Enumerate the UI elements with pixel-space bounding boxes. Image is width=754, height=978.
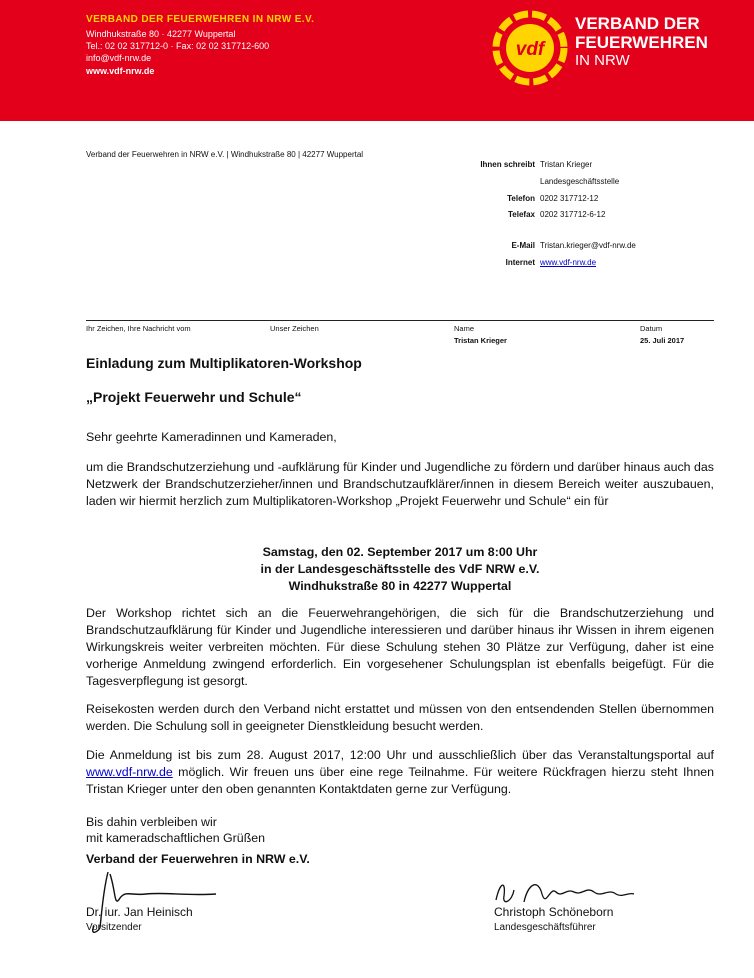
closing-line2: mit kameradschaftlichen Grüßen (86, 831, 266, 845)
contact-internet-label: Internet (505, 258, 535, 267)
event-line-location: in der Landesgeschäftsstelle des VdF NRW e.V. (260, 562, 540, 576)
letter-title: Einladung zum Multiplikatoren-Workshop (86, 355, 362, 371)
logo-mark: vdf (515, 39, 545, 60)
paragraph-costs: Reisekosten werden durch den Verband nicht erstattet und müssen von den entsendenden Stellen übernommen werden. Die Schulung soll in geeigneter Dienstkleidung besucht werden. (86, 702, 714, 733)
signer1-name: Dr. iur. Jan Heinisch (86, 905, 193, 919)
header-web[interactable]: www.vdf-nrw.de (86, 66, 155, 76)
signer2-role: Landesgeschäftsführer (494, 922, 596, 933)
paragraph-intro: um die Brandschutzerziehung und -aufklärung für Kinder und Jugendliche zu fördern und darüber hinaus auch das Netzwerk der Brandschutzerzieher/innen und Brandschutzaufklärer/innen in diesem Bereich weiter auszubauen, laden wir hiermit herzlich zum Multiplikatoren-Workshop „Projekt Feuerwehr und Schule“ ein für (86, 460, 714, 508)
paragraph-details: Der Workshop richtet sich an die Feuerwehrangehörigen, die sich für die Brandschutzerziehung und Brandschutzaufklärung für Kinder und Jugendliche interessieren und darüber hinaus ihr Wissen in ihrem eigenen Wirkungskreis weiter verbreiten möchten. Für diese Schulung stehen 30 Plätze zur Verfügung, daher ist eine vorherige Anmeldung zwingend erforderlich. Ein vorgesehener Schulungsplan ist ebenfalls beigefügt. Für die Tagesverpflegung ist gesorgt. (86, 606, 714, 688)
registration-text-post: möglich. Wir freuen uns über eine rege Teilnahme. Für weitere Rückfragen hierzu steht Ihnen Tristan Krieger unter den oben genannten Kontaktdaten gerne zur Verfügung. (86, 765, 714, 796)
ref-our-label: Unser Zeichen (270, 324, 319, 333)
vdf-logo-icon (492, 10, 568, 86)
signer2-name: Christoph Schöneborn (494, 905, 614, 919)
ref-name-label: Name (454, 324, 475, 333)
contact-email-label: E-Mail (511, 241, 535, 250)
contact-phone-label: Telefon (507, 194, 535, 203)
logo-text-line2: FEUERWEHREN (575, 33, 708, 52)
sender-return-line: Verband der Feuerwehren in NRW e.V. | Windhukstraße 80 | 42277 Wuppertal (86, 150, 364, 159)
ref-date: 25. Juli 2017 (640, 336, 685, 345)
ref-your-label: Ihr Zeichen, Ihre Nachricht vom (86, 324, 191, 333)
salutation: Sehr geehrte Kameradinnen und Kameraden, (86, 430, 337, 444)
contact-fax: 0202 317712-6-12 (540, 210, 606, 219)
contact-phone: 0202 317712-12 (540, 194, 599, 203)
contact-internet-link[interactable]: www.vdf-nrw.de (540, 258, 597, 267)
registration-text-pre: Die Anmeldung ist bis zum 28. August 2017, 12:00 Uhr und ausschließlich über das Veranstaltungsportal auf (86, 748, 714, 762)
logo-text-line1: VERBAND DER (575, 14, 700, 33)
contact-fax-label: Telefax (508, 210, 535, 219)
contact-writes-name: Tristan Krieger (540, 160, 593, 169)
event-line-address: Windhukstraße 80 in 42277 Wuppertal (288, 579, 512, 593)
header-org-name: VERBAND DER FEUERWEHREN IN NRW E.V. (86, 14, 315, 25)
header-address: Windhukstraße 80 · 42277 Wuppertal (86, 29, 236, 39)
ref-name: Tristan Krieger (454, 336, 507, 345)
closing-org: Verband der Feuerwehren in NRW e.V. (86, 852, 310, 866)
letter-subtitle: „Projekt Feuerwehr und Schule“ (86, 389, 302, 405)
reference-rule (86, 320, 714, 321)
event-line-date: Samstag, den 02. September 2017 um 8:00 Uhr (262, 545, 538, 559)
registration-link[interactable]: www.vdf-nrw.de (86, 765, 173, 779)
header-email: info@vdf-nrw.de (86, 53, 152, 63)
signer1-role: Vorsitzender (86, 922, 142, 933)
ref-date-label: Datum (640, 324, 663, 333)
header-phone-fax: Tel.: 02 02 317712-0 · Fax: 02 02 317712-600 (86, 41, 270, 51)
paragraph-registration (86, 747, 714, 798)
closing-line1: Bis dahin verbleiben wir (86, 815, 217, 829)
contact-writes-label: Ihnen schreibt (480, 160, 535, 169)
contact-email[interactable]: Tristan.krieger@vdf-nrw.de (540, 241, 636, 250)
contact-writes-dept: Landesgeschäftsstelle (540, 177, 620, 186)
logo-text-line3: IN NRW (575, 52, 630, 69)
